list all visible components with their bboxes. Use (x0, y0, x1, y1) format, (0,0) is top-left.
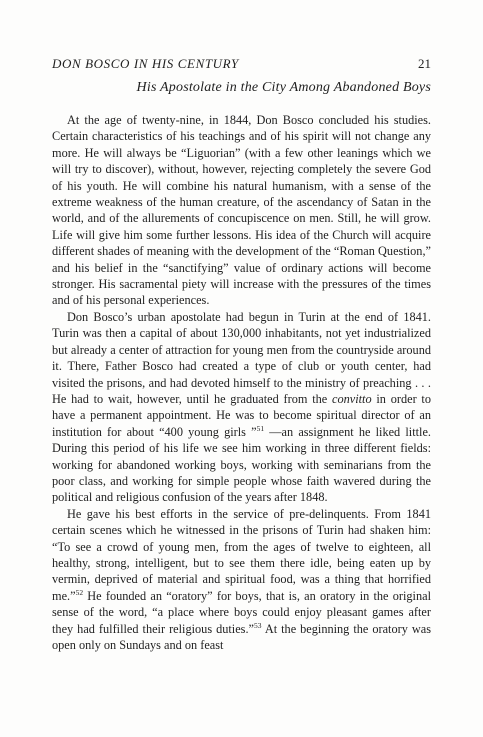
section-title: His Apostolate in the City Among Abandoned Boys (136, 80, 431, 95)
paragraph-text: At the age of twenty-nine, in 1844, Don Bosco concluded his studies. Certain characteristics of his teachings and of his spirit will not change any more. He will always be “Liguorian” (with a few other leanings which we will try to discover), without, however, rejecting completely the severe God of his youth. He will combine his natural humanism, with a sense of the extreme weakness of the human creature, of the ascendancy of Satan in the world, and of the allurements of concupiscence on men. Still, he will grow. Life will give him some further lessons. His idea of the Church will acquire different shades of meaning with the development of the “Roman Question,” and his belief in the “sanctifying” value of ordinary actions will become stronger. His sacramental piety will increase with the pressures of the times and of his personal experiences. (52, 113, 431, 308)
body-text (52, 112, 431, 653)
italic-term-convitto: convitto (332, 391, 372, 406)
page-number: 21 (418, 56, 431, 71)
paragraph-text: Don Bosco’s urban apostolate had begun in Turin at the end of 1841. Turin was then a capital of about 130,000 inhabitants, not yet industrialized but already a center of attraction for young men from the countryside around it. There, Father Bosco had created a type of club or youth center, had visited the prisons, and had devoted himself to the ministry of preaching . . . He had to wait, however, until he graduated from the (52, 309, 431, 406)
running-header (52, 56, 431, 74)
footnote-ref-52: 52 (75, 587, 84, 597)
paragraph-text: in order to have a permanent appointment. He was to become spiritual director of an institution for about “400 young girls ” (52, 391, 431, 439)
paragraph-3 (52, 506, 431, 654)
paragraph-text: He founded an “oratory” for boys, that is, an oratory in the original sense of the word, “a place where boys could enjoy pleasant games after they had fulfilled their religious duties.” (52, 588, 431, 636)
paragraph-2 (52, 309, 431, 506)
footnote-ref-53: 53 (254, 620, 262, 630)
paragraph-text: —an assignment he liked little. During this period of his life we see him working in three different fields: working for abandoned working boys, working with seminarians from the poor class, and working for simple people whose faith wavered during the political and religious confusion of the years after 1848. (52, 424, 431, 505)
paragraph-1 (52, 112, 431, 309)
running-title: DON BOSCO IN HIS CENTURY (52, 56, 239, 71)
footnote-ref-51: 51 (256, 423, 265, 433)
paragraph-text: He gave his best efforts in the service of pre-delinquents. From 1841 certain scenes which he witnessed in the prisons of Turin had shaken him: “To see a crowd of young men, from the ages of twelve to eighteen, all healthy, strong, intelligent, but to see them there idle, being eaten up by vermin, deprived of material and spiritual food, was a thing that horrified me.” (52, 506, 431, 603)
paragraph-text: At the beginning the oratory was open only on Sundays and on feast (52, 621, 431, 652)
